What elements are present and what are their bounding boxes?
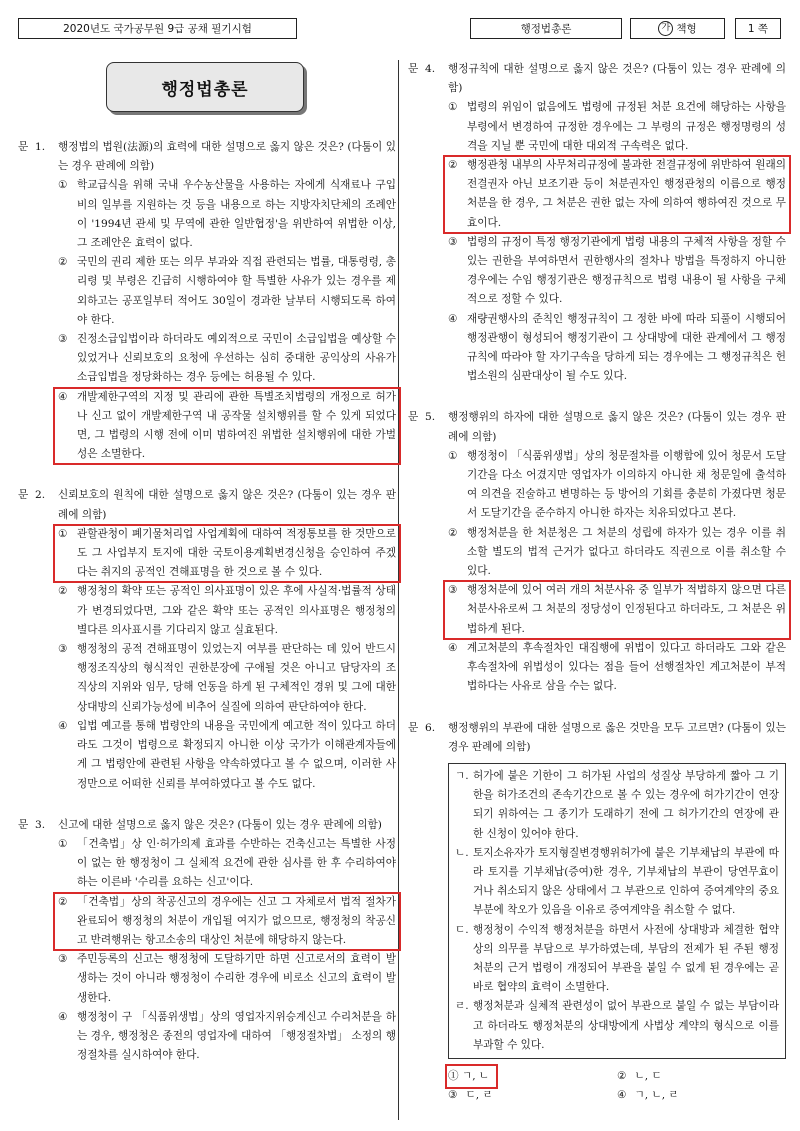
option-text: 법령의 위임이 없음에도 법령에 규정된 처분 요건에 해당하는 사항을 부령에서 변경하여 규정한 경우에는 그 부령의 규정은 행정명령의 성격을 지닐 뿐 국민에 대한 대외적 구속력은 없다.	[467, 101, 786, 152]
option-number: ②	[58, 895, 68, 908]
option-text: 국민의 권리 제한 또는 의무 부과와 직접 관련되는 법률, 대통령령, 총리령 및 부령은 긴급히 시행하여야 할 특별한 사유가 있는 경우를 제외하고는 공포일부터 적어도 30일이 경과한 날부터 시행되도록 하여야 한다.	[77, 256, 396, 326]
option-number: ②	[448, 159, 458, 172]
option-number: ②	[58, 256, 68, 269]
question-number: 1.	[34, 141, 46, 153]
option-1[interactable]	[58, 835, 396, 893]
statement-box	[448, 763, 786, 1059]
choice-text: ㄱ, ㄴ	[461, 1069, 490, 1082]
page-title-box	[106, 62, 304, 112]
option-number: ④	[58, 719, 68, 732]
statement-text: 행정처분과 실체적 관련성이 없어 부관으로 붙일 수 없는 부담이라고 하더라도 행정처분의 상대방에게 사법상 계약의 형식으로 이를 부과할 수 있다.	[473, 1000, 779, 1051]
option-1[interactable]	[448, 98, 786, 156]
option-text: 주민등록의 신고는 행정청에 도달하기만 하면 신고로서의 효력이 발생하는 것이 아니라 행정청이 수리한 경우에 비로소 신고의 효력이 발생한다.	[77, 953, 396, 1004]
option-text: 행정청의 확약 또는 공적인 의사표명이 있은 후에 사실적·법률적 상태가 변경되었다면, 그와 같은 확약 또는 공적인 의사표명은 행정청의 별다른 의사표시를 기다리지 않고 실효된다.	[77, 585, 396, 636]
choice-number: ②	[617, 1069, 627, 1082]
column-divider	[398, 60, 399, 1120]
option-text: 법령의 규정이 특정 행정기관에게 법령 내용의 구체적 사항을 정할 수 있는 권한을 부여하면서 권한행사의 절차나 방법을 특정하지 아니한 경우에는 수임 행정기관은 행정규칙으로 법령 내용이 될 사항을 구체적으로 정할 수 있다.	[467, 235, 786, 306]
option-number: ④	[58, 390, 68, 403]
option-number: ④	[448, 641, 458, 654]
question-3	[18, 816, 396, 1066]
statement-item	[455, 921, 779, 998]
option-text: 「건축법」상 인·허가의제 효과를 수반하는 건축신고는 특별한 사정이 없는 한 행정청이 그 실체적 요건에 관한 심사를 한 후 수리하여야 하는 이른바 '수리를 요하는 신고'이다.	[77, 837, 396, 889]
option-text: 계고처분의 후속절차인 대집행에 위법이 있다고 하더라도 그와 같은 후속절차에 위법성이 있다는 점을 들어 선행절차인 계고처분이 부적법하다는 사유로 삼을 수는 없다.	[467, 641, 786, 693]
choice-4[interactable]	[617, 1086, 786, 1105]
question-number: 3.	[34, 818, 46, 831]
right-column	[408, 60, 786, 1119]
option-text: 행정관청 내부의 사무처리규정에 불과한 전결규정에 위반하여 원래의 전결권자 아닌 보조기관 등이 처분권자인 행정관청의 이름으로 행정처분을 한 경우, 그 처분은 권한 없는 자에 의하여 행하여진 것으로 무효이다.	[467, 159, 786, 229]
question-number: 4.	[424, 63, 436, 75]
option-number: ①	[58, 179, 68, 192]
choice-1-highlighted[interactable]	[448, 1067, 617, 1086]
question-stem: 신뢰보호의 원칙에 대한 설명으로 옳지 않은 것은? (다툼이 있는 경우 판례에 의함)	[58, 489, 396, 521]
option-4-highlighted[interactable]	[58, 388, 396, 465]
option-number: ③	[448, 235, 458, 248]
subject-box	[470, 18, 622, 39]
option-number: ①	[448, 449, 458, 462]
statement-text: 행정청이 수익적 행정처분을 하면서 사전에 상대방과 체결한 협약상의 의무를 부담으로 부가하였는데, 부담의 전제가 된 주된 행정처분의 근거 법령이 개정되어 부관을 붙일 수 없게 된 경우에는 곧바로 협약의 효력이 소멸한다.	[473, 923, 779, 994]
question-prefix: 문	[18, 489, 29, 502]
question-number: 5.	[424, 411, 436, 424]
question-prefix: 문	[408, 721, 419, 734]
question-stem: 신고에 대한 설명으로 옳지 않은 것은? (다툼이 있는 경우 판례에 의함)	[58, 818, 382, 831]
left-column	[18, 138, 396, 1079]
question-stem: 행정행위의 하자에 대한 설명으로 옳지 않은 것은? (다툼이 있는 경우 판례에 의함)	[448, 411, 786, 443]
page-number-box	[735, 18, 781, 39]
choice-text: ㄷ, ㄹ	[465, 1088, 493, 1101]
option-1[interactable]	[448, 447, 786, 524]
statement-item	[455, 844, 779, 921]
option-text: 「건축법」상의 착공신고의 경우에는 신고 그 자체로서 법적 절차가 완료되어 행정청의 처분이 개입될 여지가 없으므로, 행정청의 착공신고 반려행위는 항고소송의 대상인 처분에 해당하지 않는다.	[77, 895, 396, 946]
option-3[interactable]	[58, 950, 396, 1008]
choice-number: ①	[448, 1069, 459, 1082]
option-2[interactable]	[448, 524, 786, 582]
form-type-box	[630, 18, 725, 39]
statement-text: 허가에 붙은 기한이 그 허가된 사업의 성질상 부당하게 짧아 그 기한을 허가조건의 존속기간으로 볼 수 있는 경우에 허가기간이 연장되기 위하여는 그 종기가 도래하기 전에 그 허가기간의 연장에 관한 신청이 있어야 한다.	[473, 769, 779, 840]
option-2-highlighted[interactable]	[448, 156, 786, 233]
choice-number: ③	[448, 1088, 458, 1101]
choice-2[interactable]	[617, 1067, 786, 1086]
option-number: ③	[58, 953, 68, 966]
option-3-highlighted[interactable]	[448, 581, 786, 639]
option-number: ②	[58, 585, 68, 598]
option-text: 행정청이 「식품위생법」상의 청문절차를 이행함에 있어 청문서 도달기간을 다소 어겼지만 영업자가 이의하지 아니한 채 청문일에 출석하여 의견을 진술하고 변명하는 등 방어의 기회를 충분히 가졌다면 청문서 도달기간을 준수하지 아니한 하자는 치유되었다고 본다.	[467, 449, 786, 520]
question-6	[408, 719, 786, 1105]
question-prefix: 문	[18, 141, 29, 153]
page-number: 1 쪽	[747, 23, 769, 35]
option-1-highlighted[interactable]	[58, 525, 396, 583]
option-number: ④	[58, 1010, 68, 1023]
option-number: ④	[448, 312, 458, 325]
option-text: 재량권행사의 준칙인 행정규칙이 그 정한 바에 따라 되풀이 시행되어 행정관행이 형성되어 행정기관이 그 상대방에 대한 관계에서 그 행정규칙에 따라야 할 자기구속을 당하게 되는 경우에는 그 행정규칙은 헌법소원의 심판대상이 될 수도 있다.	[467, 312, 786, 383]
exam-title: 2020년도 국가공무원 9급 공채 필기시험	[63, 23, 252, 35]
statement-label: ㄱ.	[455, 769, 469, 782]
question-stem: 행정규칙에 대한 설명으로 옳지 않은 것은? (다툼이 있는 경우 판례에 의함)	[448, 63, 786, 95]
option-text: 진정소급입법이라 하더라도 예외적으로 국민이 소급입법을 예상할 수 있었거나 신뢰보호의 요청에 우선하는 심히 중대한 공익상의 사유가 소급입법을 정당화하는 경우 등에는 허용될 수 있다.	[77, 333, 396, 384]
option-3[interactable]	[448, 233, 786, 310]
option-text: 행정청이 구 「식품위생법」상의 영업자지위승계신고 수리처분을 하는 경우, 행정청은 종전의 영업자에 대하여 「행정절차법」 소정의 행정절차를 실시하여야 한다.	[77, 1010, 396, 1062]
statement-item	[455, 997, 779, 1055]
option-number: ②	[448, 526, 458, 539]
option-number: ③	[58, 333, 68, 346]
option-text: 행정처분을 한 처분청은 그 처분의 성립에 하자가 있는 경우 이를 취소할 별도의 법적 근거가 없다고 하더라도 직권으로 이를 취소할 수 있다.	[467, 526, 786, 578]
statement-label: ㄹ.	[455, 1000, 469, 1013]
option-4[interactable]	[58, 1008, 396, 1066]
option-text: 개발제한구역의 지정 및 관리에 관한 특별조치법령의 개정으로 허가나 신고 없이 개발제한구역 내 공작물 설치행위를 할 수 있게 되었다면, 그 법령의 시행 전에 이미 범하여진 위법한 설치행위에 대한 가벌성은 소멸한다.	[77, 390, 396, 461]
page-title: 행정법총론	[161, 79, 249, 100]
subject-label: 행정법총론	[520, 23, 572, 35]
question-1	[18, 138, 396, 464]
option-2[interactable]	[58, 253, 396, 330]
option-number: ①	[58, 527, 68, 540]
choice-number: ④	[617, 1088, 627, 1101]
option-text: 행정처분에 있어 여러 개의 처분사유 중 일부가 적법하지 않으면 다른 처분사유로써 그 처분의 정당성이 인정된다고 하더라도, 그 처분은 위법하게 된다.	[467, 584, 786, 635]
answer-choices	[448, 1067, 786, 1105]
option-4[interactable]	[58, 717, 396, 794]
option-number: ③	[448, 584, 458, 597]
statement-item	[455, 767, 779, 844]
question-prefix: 문	[408, 63, 419, 75]
question-stem: 행정행위의 부관에 대한 설명으로 옳은 것만을 모두 고르면? (다툼이 있는 경우 판례에 의함)	[448, 721, 786, 753]
choice-3[interactable]	[448, 1086, 617, 1105]
option-4[interactable]	[448, 310, 786, 387]
option-text: 행정청의 공적 견해표명이 있었는지 여부를 판단하는 데 있어 반드시 행정조직상의 형식적인 권한분장에 구애될 것은 아니고 담당자의 조직상의 지위와 임무, 당해 언동을 하게 된 구체적인 경위 및 그에 대한 상대방의 신뢰가능성에 비추어 실질에 의하여 판단하여야 한다.	[77, 643, 396, 713]
statement-label: ㄴ.	[455, 846, 469, 859]
form-mark: 가	[658, 21, 673, 36]
question-prefix: 문	[18, 818, 29, 831]
option-3[interactable]	[58, 330, 396, 388]
option-4[interactable]	[448, 639, 786, 697]
question-stem: 행정법의 법원(法源)의 효력에 대한 설명으로 옳지 않은 것은? (다툼이 있는 경우 판례에 의함)	[58, 141, 396, 173]
option-1[interactable]	[58, 176, 396, 253]
option-text: 입법 예고를 통해 법령안의 내용을 국민에게 예고한 적이 있다고 하더라도 그것이 법령으로 확정되지 아니한 이상 국가가 이해관계자들에게 그 법령안에 관련된 사항을 약속하였다고 볼 수 없으며, 이러한 사정만으로 어떠한 신뢰를 부여하였다고 볼 수도 없다.	[77, 719, 396, 790]
statement-label: ㄷ.	[455, 923, 469, 936]
statement-text: 토지소유자가 토지형질변경행위허가에 붙은 기부채납의 부관에 따라 토지를 기부채납(증여)한 경우, 기부채납의 부관이 당연무효이거나 취소되지 않은 상태에서 그 부관으로 인하여 증여계약의 중요 부분에 착오가 있음을 이유로 증여계약을 취소할 수 없다.	[473, 846, 779, 917]
option-number: ①	[448, 101, 458, 114]
option-text: 관할관청이 폐기물처리업 사업계획에 대하여 적정통보를 한 것만으로도 그 사업부지 토지에 대한 국토이용계획변경신청을 승인하여 주겠다는 취지의 공적인 견해표명을 한 것으로 볼 수 있다.	[77, 527, 396, 579]
question-4	[408, 60, 786, 386]
option-number: ①	[58, 837, 68, 850]
option-3[interactable]	[58, 640, 396, 717]
form-type-label: 책형	[676, 23, 697, 35]
exam-title-box	[18, 18, 297, 39]
option-2-highlighted[interactable]	[58, 893, 396, 951]
question-number: 2.	[34, 489, 46, 502]
question-2	[18, 486, 396, 793]
choice-text: ㄴ, ㄷ	[634, 1069, 662, 1082]
question-5	[408, 408, 786, 696]
question-number: 6.	[424, 721, 436, 734]
option-number: ③	[58, 643, 68, 656]
option-2[interactable]	[58, 582, 396, 640]
question-prefix: 문	[408, 411, 419, 424]
option-text: 학교급식을 위해 국내 우수농산물을 사용하는 자에게 식재료나 구입비의 일부를 지원하는 것 등을 내용으로 하는 지방자치단체의 조례안이 '1994년 관세 및 무역에 관한 일반협정'을 위반하여 위법한 이상, 그 조례안은 효력이 없다.	[77, 179, 396, 250]
choice-text: ㄱ, ㄴ, ㄹ	[634, 1088, 679, 1101]
